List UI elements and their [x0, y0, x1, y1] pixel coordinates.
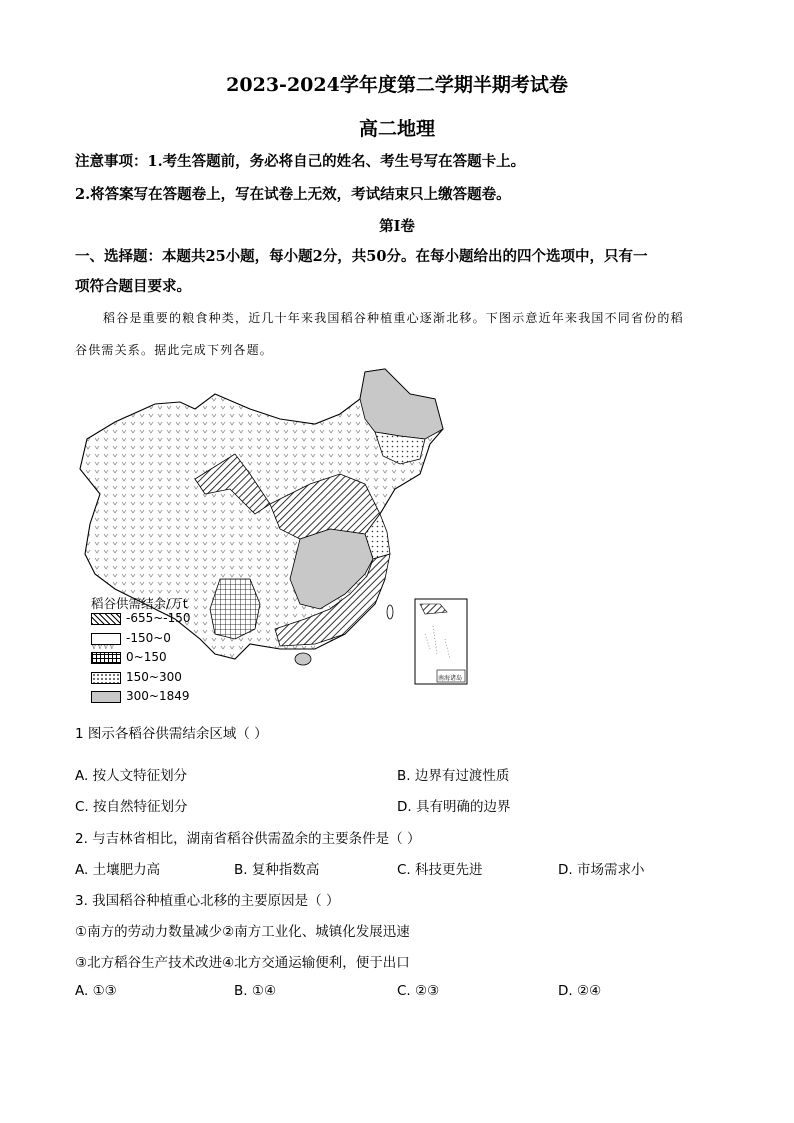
legend-swatch-vmarks: vvvv [91, 633, 121, 645]
q1-option-a[interactable]: A. 按人文特征划分 [75, 768, 188, 784]
question-1-stem: 1 图示各稻谷供需结余区域（ ） [75, 726, 268, 742]
legend-label-0: -655~-150 [126, 611, 191, 625]
q2-option-a[interactable]: A. 土壤肥力高 [75, 862, 161, 878]
q3-statement-1: ①南方的劳动力数量减少②南方工业化、城镇化发展迅速 [75, 924, 410, 940]
question-3-stem: 3. 我国稻谷种植重心北移的主要原因是（ ） [75, 893, 340, 909]
legend-swatch-dots [91, 672, 121, 684]
q3-option-d[interactable]: D. ②④ [558, 983, 602, 999]
subject-title: 高二地理 [358, 118, 435, 140]
q1-option-d[interactable]: D. 具有明确的边界 [397, 799, 511, 815]
region-taiwan [387, 605, 393, 619]
legend-swatch-gray [91, 691, 121, 703]
q3-option-c[interactable]: C. ②③ [397, 983, 440, 999]
q1-option-b[interactable]: B. 边界有过渡性质 [397, 768, 510, 784]
q3-option-a[interactable]: A. ①③ [75, 983, 117, 999]
region-hainan [295, 653, 311, 665]
region-yunnan [210, 579, 260, 639]
intro-line-2: 谷供需关系。据此完成下列各题。 [75, 343, 274, 357]
part-heading: 第Ⅰ卷 [379, 218, 415, 235]
notes-line-2: 2.将答案写在答题卷上，写在试卷上无效，考试结束只上缴答题卷。 [75, 186, 511, 203]
q3-option-b[interactable]: B. ①④ [234, 983, 277, 999]
intro-line-1: 稻谷是重要的粮食种类，近几十年来我国稻谷种植重心逐渐北移。下图示意近年来我国不同省份的稻 [103, 311, 684, 325]
notes-line-1: 注意事项：1.考生答题前，务必将自己的姓名、考生号写在答题卡上。 [75, 153, 526, 170]
legend-swatch-grid [91, 652, 121, 664]
question-2-stem: 2. 与吉林省相比，湖南省稻谷供需盈余的主要条件是（ ） [75, 831, 421, 847]
q2-option-d[interactable]: D. 市场需求小 [558, 862, 645, 878]
q2-option-b[interactable]: B. 复种指数高 [234, 862, 320, 878]
legend-swatch-hatch [91, 613, 121, 625]
section-line-2: 项符合题目要求。 [75, 278, 191, 295]
exam-title: 2023-2024学年度第二学期半期考试卷 [226, 74, 568, 96]
region-heilongjiang [360, 369, 443, 439]
q3-statement-2: ③北方稻谷生产技术改进④北方交通运输便利，便于出口 [75, 955, 410, 971]
legend-label-3: 150~300 [126, 670, 182, 684]
legend-label-2: 0~150 [126, 650, 167, 664]
legend-label-4: 300~1849 [126, 689, 190, 703]
legend-label-1: -150~0 [126, 631, 171, 645]
section-line-1: 一、选择题：本题共25小题，每小题2分，共50分。在每小题给出的四个选项中，只有一 [75, 248, 648, 265]
legend-title: 稻谷供需结余/万t [91, 596, 188, 611]
inset-label: 南海诸岛 [438, 675, 463, 682]
q2-option-c[interactable]: C. 科技更先进 [397, 862, 483, 878]
q1-option-c[interactable]: C. 按自然特征划分 [75, 799, 188, 815]
